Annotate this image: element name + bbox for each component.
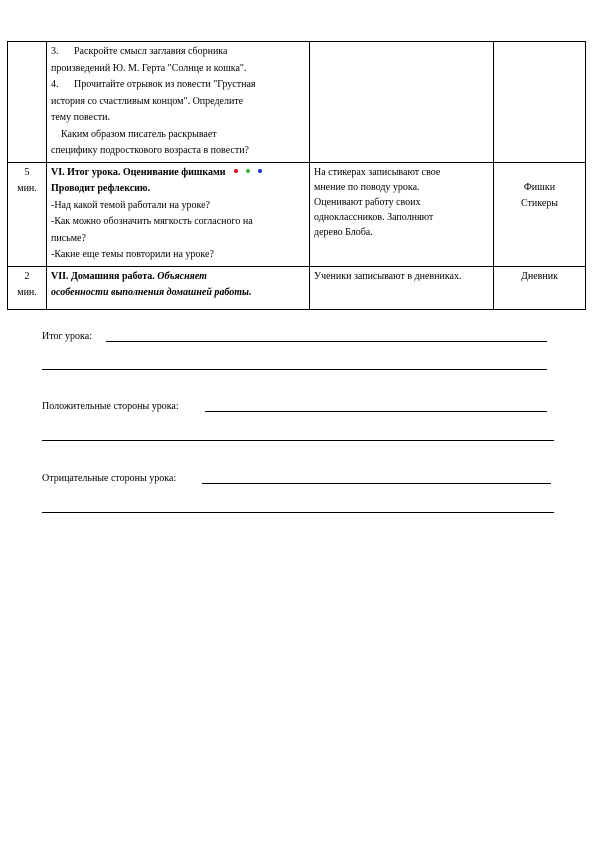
positive-fill-line[interactable] [42, 440, 554, 441]
lesson-summary [42, 0, 554, 842]
result-fill-line[interactable] [106, 341, 547, 342]
teacher-activity-cell: 3. Раскройте смысл заглавия сборника произведений Ю. М. Герта "Солнце и кошка". 4. Прочитайте отрывок из повести "Грустная история со счастливым концом". Определите тему повести. Каким образом писатель раскрывает специфику подросткового возраста в повести? [47, 42, 310, 163]
section-title: VI. Итог урока. Оценивание фишками [51, 166, 226, 178]
resources-cell: Фишки Стикеры [494, 162, 586, 266]
student-activity-cell: На стикерах записывают свое мнение по поводу урока. Оценивают работу своих одноклассников. Заполняют дерево Блоба. [310, 162, 494, 266]
result-label: Итог урока: [42, 331, 92, 342]
student-activity-cell: Ученики записывают в дневниках. [310, 266, 494, 309]
teacher-activity-cell: VII. Домашняя работа. Объясняет особенности выполнения домашней работы. [47, 266, 310, 309]
positive-label: Положительные стороны урока: [42, 401, 179, 412]
negative-fill-line[interactable] [202, 483, 551, 484]
time-cell: 5 мин. [8, 162, 47, 266]
negative-fill-line[interactable] [42, 512, 554, 513]
teacher-activity-cell: VI. Итог урока. Оценивание фишками Проводит рефлексию. -Над какой темой работали на уроке? -Как можно обозначить мягкость согласного на письме? -Какие еще темы повторили на уроке? [47, 162, 310, 266]
positive-fill-line[interactable] [205, 411, 547, 412]
result-fill-line[interactable] [42, 369, 547, 370]
time-cell [8, 42, 47, 163]
section-title: VII. Домашняя работа. [51, 270, 155, 282]
negative-label: Отрицательные стороны урока: [42, 473, 177, 484]
time-cell: 2 мин. [8, 266, 47, 309]
resources-cell: Дневник [494, 266, 586, 309]
